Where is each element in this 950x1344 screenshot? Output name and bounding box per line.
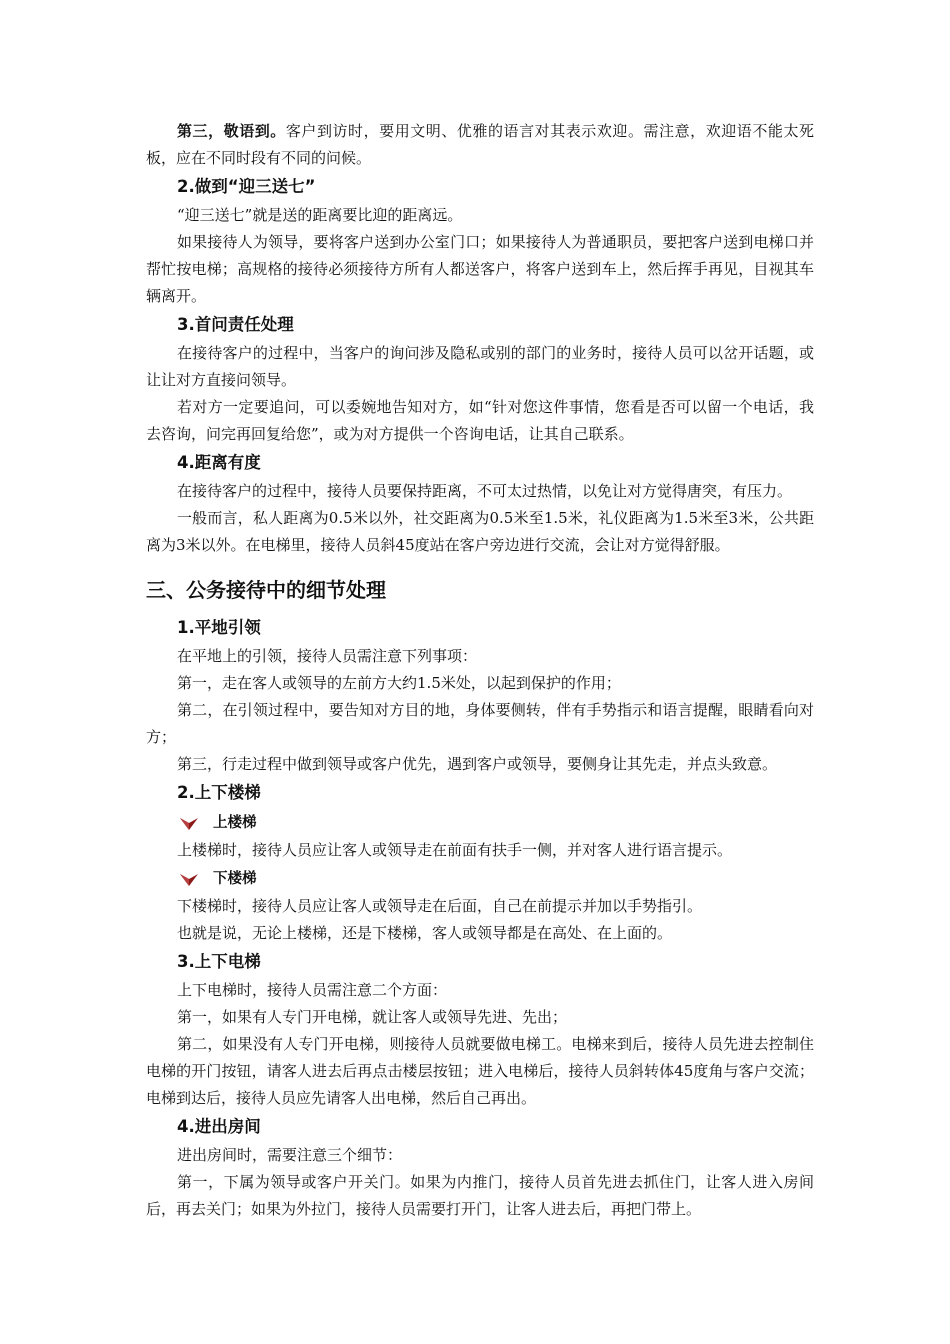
subheading-3: 3.上下电梯 [177, 952, 261, 971]
paragraph: 进出房间时，需要注意三个细节： [177, 1146, 403, 1164]
document-body [146, 118, 814, 1223]
heading-2: 2.做到“迎三送七” [177, 177, 316, 196]
paragraph: 在接待客户的过程中，接待人员要保持距离，不可太过热情，以免让对方觉得唐突，有压力。 [177, 482, 793, 500]
paragraph: 在平地上的引领，接待人员需注意下列事项： [177, 647, 478, 665]
paragraph: 第一，走在客人或领导的左前方大约1.5米处，以起到保护的作用； [177, 674, 621, 692]
subheading-1: 1.平地引领 [177, 618, 261, 637]
bullet-label: 下楼梯 [213, 871, 257, 887]
paragraph: 也就是说，无论上楼梯，还是下楼梯，客人或领导都是在高处、在上面的。 [177, 924, 673, 942]
paragraph-lead: 第三，敬语到。 [177, 122, 286, 140]
paragraph: 第二，如果没有人专门开电梯，则接待人员就要做电梯工。电梯来到后，接待人员先进去控制住电梯的开门按钮，请客人进去后再点击楼层按钮；进入电梯后，接待人员斜转体45度角与客户交流；电梯到达后，接待人员应先请客人出电梯，然后自己再出。 [146, 1035, 814, 1107]
subheading-4: 4.进出房间 [177, 1117, 261, 1136]
paragraph: “迎三送七”就是送的距离要比迎的距离远。 [177, 206, 463, 224]
paragraph: 一般而言，私人距离为0.5米以外，社交距离为0.5米至1.5米，礼仪距离为1.5米至3米，公共距离为3米以外。在电梯里，接待人员斜45度站在客户旁边进行交流，会让对方觉得舒服。 [146, 509, 814, 554]
paragraph: 如果接待人为领导，要将客户送到办公室门口；如果接待人为普通职员，要把客户送到电梯口并帮忙按电梯；高规格的接待必须接待方所有人都送客户，将客户送到车上，然后挥手再见，目视其车辆离开。 [146, 233, 814, 305]
bullet-item [146, 810, 814, 837]
bullet-label: 上楼梯 [213, 815, 257, 831]
paragraph: 在接待客户的过程中，当客户的询问涉及隐私或别的部门的业务时，接待人员可以岔开话题，或让让对方直接问领导。 [146, 344, 814, 389]
arrow-bullet-icon [179, 817, 199, 831]
paragraph: 第一，下属为领导或客户开关门。如果为内推门，接待人员首先进去抓住门，让客人进入房间后，再去关门；如果为外拉门，接待人员需要打开门，让客人进去后，再把门带上。 [146, 1173, 814, 1218]
paragraph: 第三，行走过程中做到领导或客户优先，遇到客户或领导，要侧身让其先走，并点头致意。 [177, 755, 778, 773]
arrow-bullet-icon [179, 873, 199, 887]
paragraph: 若对方一定要追问，可以委婉地告知对方，如“针对您这件事情，您看是否可以留一个电话，我去咨询，问完再回复给您”，或为对方提供一个咨询电话，让其自己联系。 [146, 398, 814, 443]
subheading-2: 2.上下楼梯 [177, 783, 261, 802]
paragraph: 上下电梯时，接待人员需注意二个方面： [177, 981, 448, 999]
section-heading: 三、公务接待中的细节处理 [146, 578, 386, 602]
paragraph [146, 118, 814, 172]
heading-4: 4.距离有度 [177, 453, 261, 472]
paragraph: 第一，如果有人专门开电梯，就让客人或领导先进、先出； [177, 1008, 568, 1026]
paragraph: 下楼梯时，接待人员应让客人或领导走在后面，自己在前提示并加以手势指引。 [177, 897, 703, 915]
bullet-item [146, 866, 814, 893]
heading-3: 3.首问责任处理 [177, 315, 294, 334]
paragraph: 上楼梯时，接待人员应让客人或领导走在前面有扶手一侧，并对客人进行语言提示。 [177, 841, 733, 859]
paragraph-text: 客户到访时，要用文明、优雅的语言对其表示欢迎。需注意，欢迎语不能太死板，应在不同时段有不同的问候。 [146, 122, 814, 167]
paragraph: 第二，在引领过程中，要告知对方目的地，身体要侧转，伴有手势指示和语言提醒，眼睛看向对方； [146, 701, 814, 746]
